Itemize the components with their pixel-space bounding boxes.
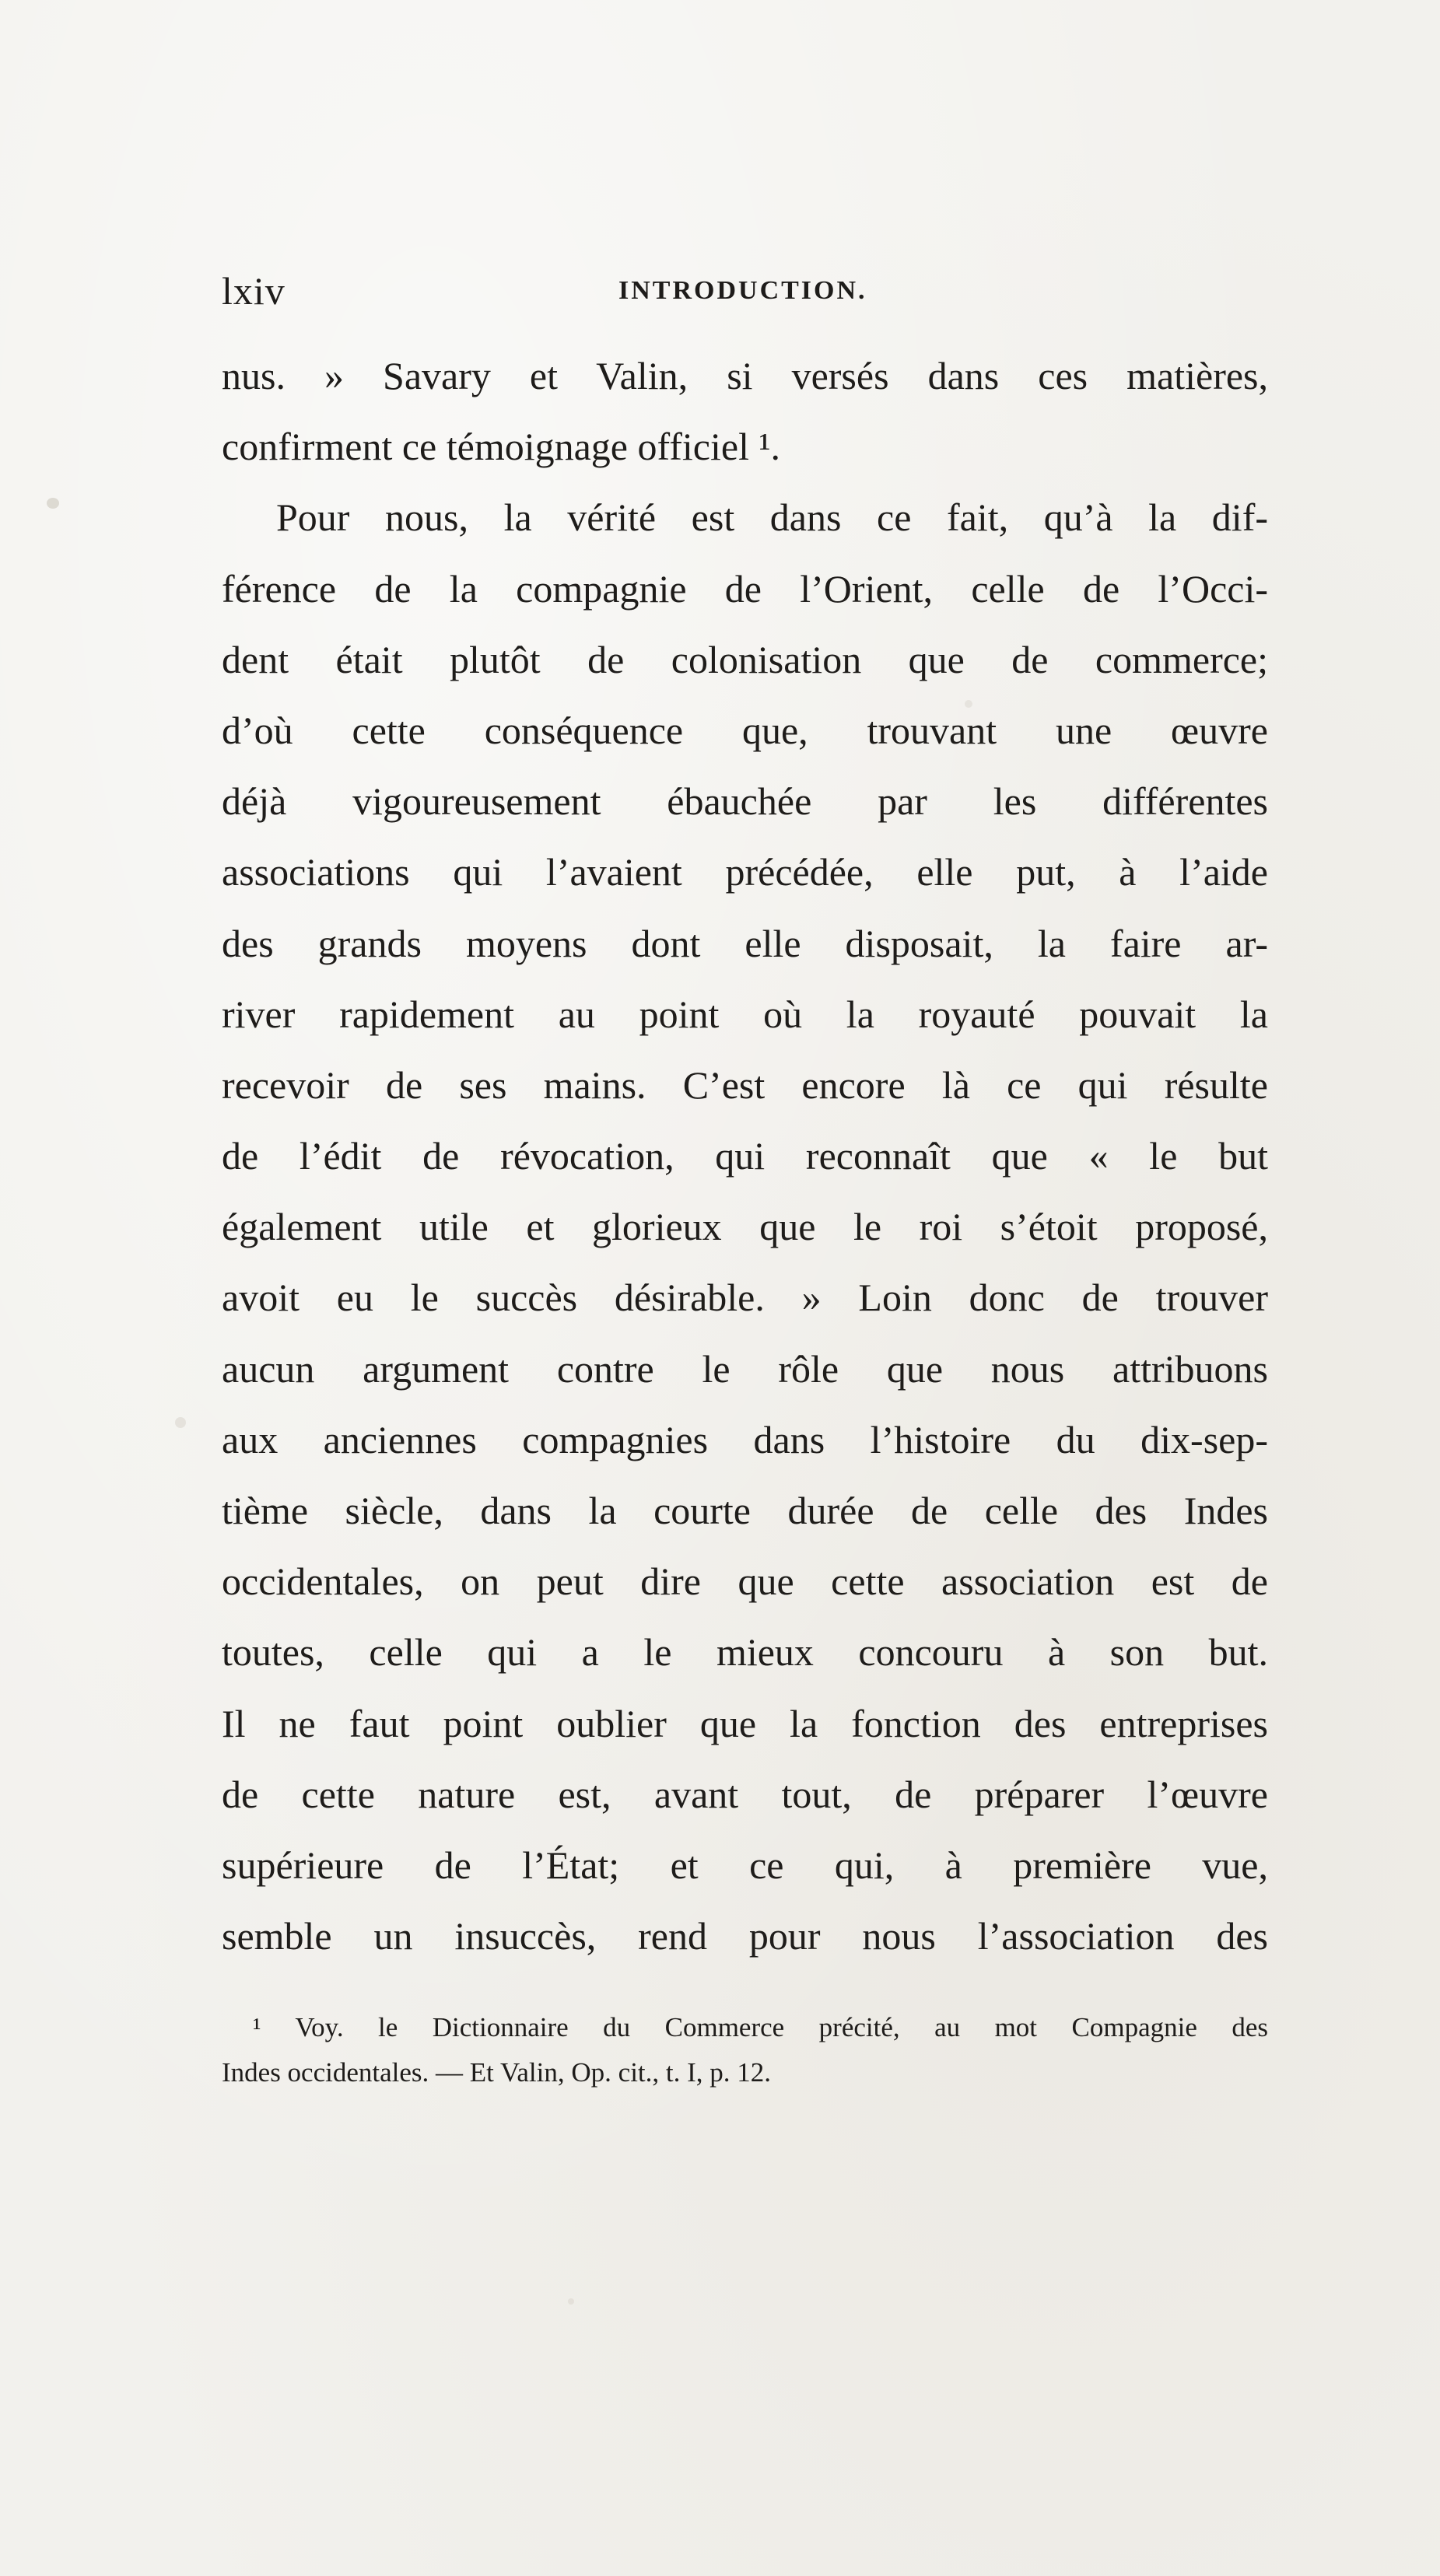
text-line: de l’édit de révocation, qui reconnaît que « le but	[222, 1134, 1268, 1178]
text-line: Pour nous, la vérité est dans ce fait, qu’à la dif-	[276, 495, 1268, 540]
paper-speck	[568, 2298, 574, 2305]
text-line: Il ne faut point oublier que la fonction des entreprises	[222, 1701, 1268, 1745]
body-text	[222, 341, 1268, 1972]
text-line: tième siècle, dans la courte durée de celle des Indes	[222, 1489, 1268, 1532]
text-line: recevoir de ses mains. C’est encore là ce qui résulte	[222, 1062, 1268, 1107]
text-line: aux anciennes compagnies dans l’histoire du dix-sep-	[222, 1417, 1268, 1461]
text-line: confirment ce témoignage officiel ¹.	[222, 425, 780, 469]
paper-speck	[47, 498, 59, 509]
text-line: déjà vigoureusement ébauchée par les différentes	[222, 779, 1268, 824]
footnotes	[222, 2005, 1268, 2095]
text-line: d’où cette conséquence que, trouvant une œuvre	[222, 708, 1268, 752]
running-head	[222, 268, 1280, 315]
footnote-line: ¹ Voy. le Dictionnaire du Commerce précité, au mot Compagnie des	[253, 2012, 1268, 2042]
text-line: supérieure de l’État; et ce qui, à première vue,	[222, 1843, 1268, 1887]
text-line: occidentales, on peut dire que cette association est de	[222, 1559, 1268, 1604]
running-title: INTRODUCTION.	[618, 276, 867, 305]
text-line: dent était plutôt de colonisation que de commerce;	[222, 637, 1268, 681]
text-line: des grands moyens dont elle disposait, la faire ar-	[222, 921, 1268, 965]
text-line: semble un insuccès, rend pour nous l’association des	[222, 1914, 1268, 1958]
page-number: lxiv	[222, 269, 286, 313]
text-line: associations qui l’avaient précédée, elle put, à l’aide	[222, 850, 1268, 894]
text-line: avoit eu le succès désirable. » Loin donc de trouver	[222, 1276, 1268, 1320]
text-line: river rapidement au point où la royauté pouvait la	[222, 992, 1268, 1036]
text-line: toutes, celle qui a le mieux concouru à son but.	[222, 1630, 1268, 1675]
paper-speck	[175, 1417, 186, 1428]
text-line: de cette nature est, avant tout, de préparer l’œuvre	[222, 1772, 1268, 1816]
text-line: aucun argument contre le rôle que nous attribuons	[222, 1346, 1268, 1391]
footnote-line: Indes occidentales. — Et Valin, Op. cit., t. I, p. 12.	[222, 2057, 772, 2088]
text-line: nus. » Savary et Valin, si versés dans ces matières,	[222, 354, 1268, 397]
text-line: férence de la compagnie de l’Orient, celle de l’Occi-	[222, 566, 1268, 611]
text-line: également utile et glorieux que le roi s’étoit proposé,	[222, 1205, 1268, 1249]
